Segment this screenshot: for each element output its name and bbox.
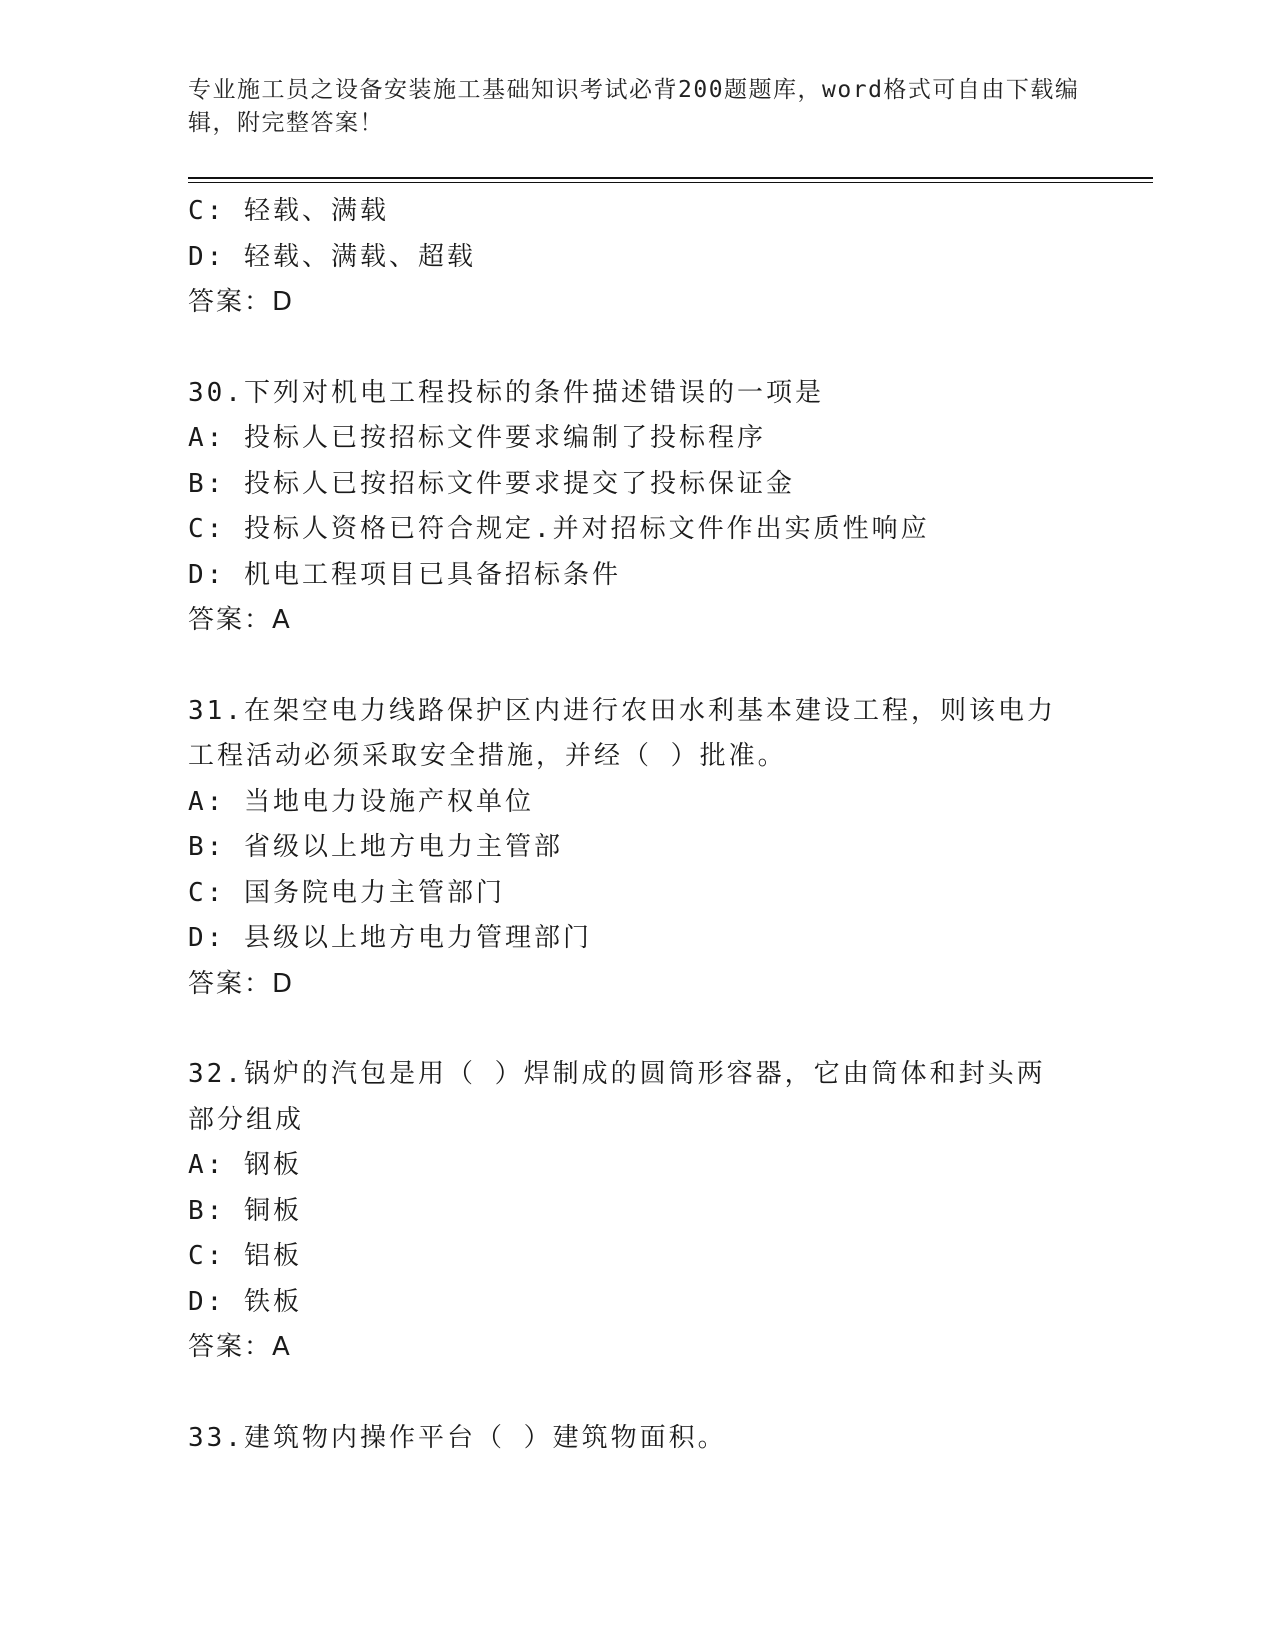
answer-line: 答案：D <box>188 287 295 317</box>
question-stem: 33.建筑物内操作平台（ ）建筑物面积。 <box>188 1422 727 1453</box>
answer-line: 答案：A <box>188 605 292 635</box>
header-divider <box>188 177 1153 179</box>
question-block <box>188 689 1088 1008</box>
answer-line: 答案：A <box>188 1332 292 1362</box>
option-item: C: 投标人资格已符合规定.并对招标文件作出实质性响应 <box>188 514 930 544</box>
option-item: A: 投标人已按招标文件要求编制了投标程序 <box>188 423 766 453</box>
option-item: D: 铁板 <box>188 1286 302 1317</box>
question-stem: 30.下列对机电工程投标的条件描述错误的一项是 <box>188 377 824 408</box>
option-item: B: 投标人已按招标文件要求提交了投标保证金 <box>188 468 795 499</box>
option-item: A: 当地电力设施产权单位 <box>188 786 534 817</box>
option-item: C: 铝板 <box>188 1241 302 1271</box>
question-stem: 32.锅炉的汽包是用（ ）焊制成的圆筒形容器，它由筒体和封头两部分组成 <box>188 1059 1046 1135</box>
question-block <box>188 1052 1088 1371</box>
option-item: C: 国务院电力主管部门 <box>188 877 505 908</box>
answer-line: 答案：D <box>188 968 295 999</box>
option-item: D: 轻载、满载、超载 <box>188 241 476 272</box>
question-block <box>188 371 1088 644</box>
option-item: B: 省级以上地方电力主管部 <box>188 832 563 862</box>
document-content <box>188 189 1088 1461</box>
question-stem: 31.在架空电力线路保护区内进行农田水利基本建设工程，则该电力工程活动必须采取安全措施，并经（ ）批准。 <box>188 695 1056 771</box>
document-header: 专业施工员之设备安装施工基础知识考试必背200题题库，word格式可自由下载编辑，附完整答案！ <box>188 77 1080 136</box>
option-item: A: 钢板 <box>188 1150 302 1180</box>
continued-question <box>188 189 1088 326</box>
option-item: D: 机电工程项目已具备招标条件 <box>188 559 621 590</box>
question-block <box>188 1416 1088 1462</box>
option-item: B: 铜板 <box>188 1195 302 1226</box>
option-item: C: 轻载、满载 <box>188 196 389 226</box>
option-item: D: 县级以上地方电力管理部门 <box>188 923 592 953</box>
header-divider-thin <box>188 182 1153 183</box>
